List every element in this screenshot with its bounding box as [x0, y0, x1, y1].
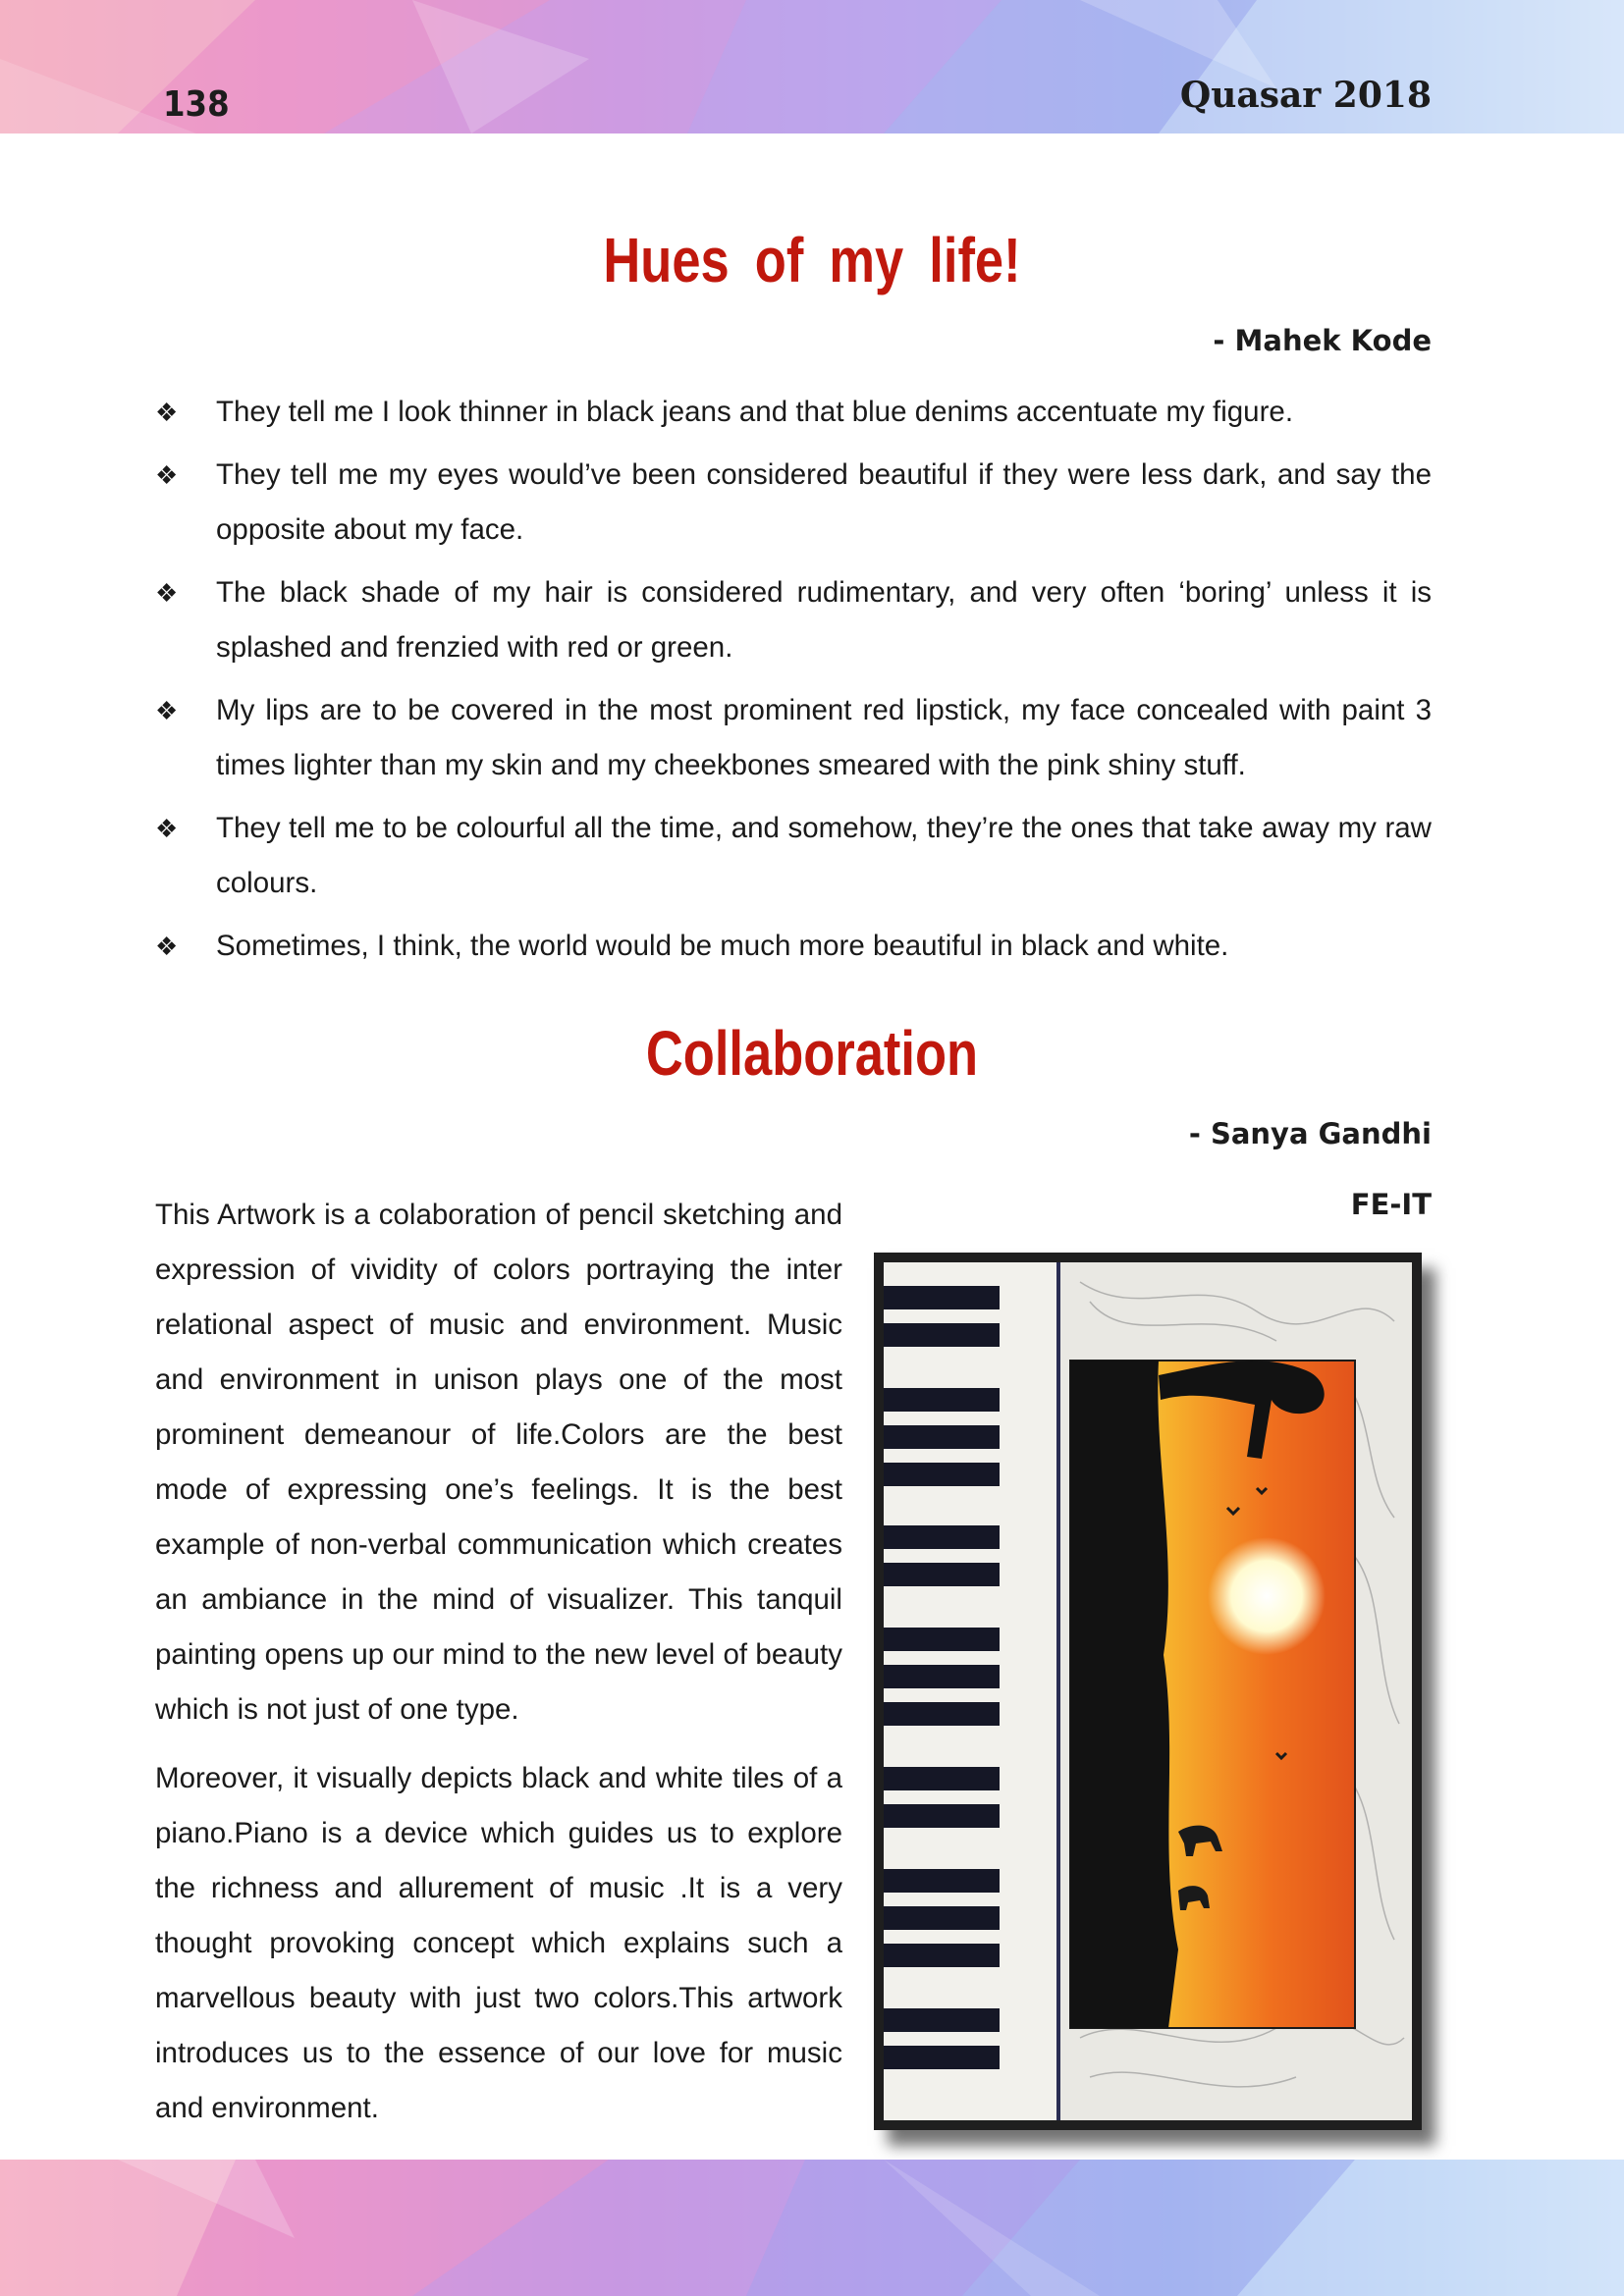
list-item	[155, 385, 1432, 440]
article-title: Hues of my life!	[603, 225, 1021, 295]
list-item-text: The black shade of my hair is considered rudimentary, and very often ‘boring’ unless it is splashed and frenzied with red or green.	[216, 576, 1432, 664]
list-item	[155, 448, 1432, 558]
article-title: Collaboration	[645, 1018, 979, 1089]
poem-bullet-list	[155, 385, 1432, 982]
list-item-text: They tell me to be colourful all the time, and somehow, they’re the ones that take away my raw colours.	[216, 812, 1432, 899]
list-item-text: They tell me my eyes would’ve been considered beautiful if they were less dark, and say the opposite about my face.	[216, 458, 1432, 546]
body-paragraph: Moreover, it visually depicts black and white tiles of a piano.Piano is a device which guides us to explore the richness and allurement of music .It is a very thought provoking concept which explains such a marvellous beauty with just two colors.This artwork introduces us to the essence of our love for music and environment.	[155, 1762, 842, 2124]
page-number: 138	[163, 84, 230, 125]
bullet-icon: ❖	[155, 932, 179, 961]
bullet-icon: ❖	[155, 578, 179, 608]
publication-title: Quasar 2018	[1179, 75, 1432, 116]
banner-pattern	[0, 2160, 1624, 2296]
author-department: FE-IT	[1350, 1188, 1432, 1221]
artwork-image	[874, 1253, 1422, 2130]
list-item	[155, 565, 1432, 675]
bullet-icon: ❖	[155, 398, 179, 427]
list-item	[155, 919, 1432, 974]
list-item-text: My lips are to be covered in the most prominent red lipstick, my face concealed with paint 3 times lighter than my skin and my cheekbones smeared with the pink shiny stuff.	[216, 694, 1432, 781]
article-body	[155, 1188, 842, 2150]
body-paragraph: This Artwork is a colaboration of pencil sketching and expression of vividity of colors portraying the inter relational aspect of music and environment. Music and environment in unison plays one of the most prominent demeanour of life.Colors are the best mode of expressing one’s feelings. It is the best example of non-verbal communication which creates an ambiance in the mind of visualizer. This tanquil painting opens up our mind to the new level of beauty which is not just of one type.	[155, 1199, 842, 1726]
list-item-text: Sometimes, I think, the world would be much more beautiful in black and white.	[216, 930, 1229, 962]
bullet-icon: ❖	[155, 814, 179, 843]
list-item	[155, 683, 1432, 793]
artwork-illustration	[884, 1262, 1412, 2120]
article-author: - Sanya Gandhi	[1188, 1117, 1432, 1150]
bullet-icon: ❖	[155, 460, 179, 490]
article-author: - Mahek Kode	[1213, 324, 1432, 357]
list-item-text: They tell me I look thinner in black jeans and that blue denims accentuate my figure.	[216, 396, 1294, 428]
list-item	[155, 801, 1432, 911]
header-banner	[0, 0, 1624, 133]
footer-banner	[0, 2160, 1624, 2296]
bullet-icon: ❖	[155, 696, 179, 725]
